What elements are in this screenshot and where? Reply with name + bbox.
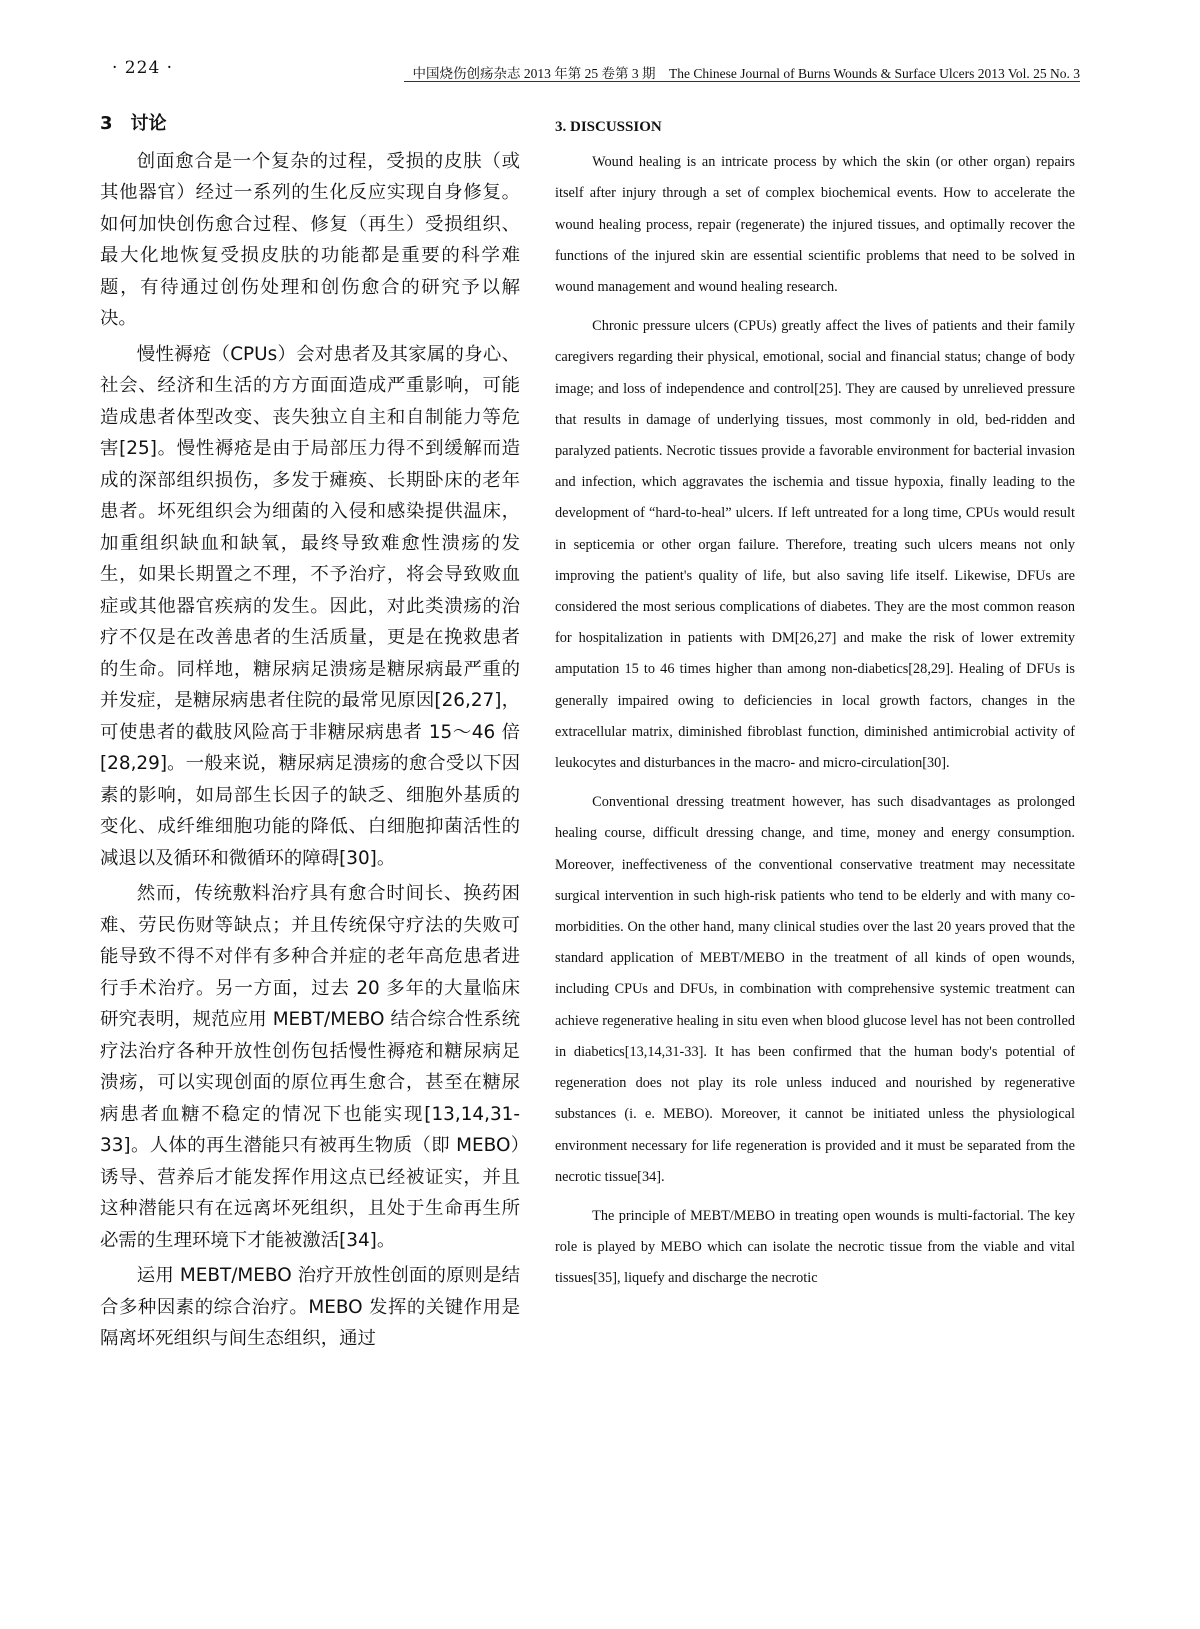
section-heading-zh: 3 讨论 xyxy=(100,113,167,134)
paragraph-en-2: Chronic pressure ulcers (CPUs) greatly affect the lives of patients and their family caregivers regarding their physical, emotional, social and financial status; change of body image; and loss of independence and control[25]. They are caused by unrelieved pressure that results in damage of underlying tissues, most commonly in old, bed-ridden and paralyzed patients. Necrotic tissues provide a favorable environment for bacterial invasion and infection, which aggravates the ischemia and tissue hypoxia, finally leading to the development of “hard-to-heal” ulcers. If left untreated for a long time, CPUs would result in septicemia or other organ failure. Therefore, treating such ulcers means not only improving the patient's quality of life, but also saving life itself. Likewise, DFUs are considered the most serious complications of diabetes. They are the most common reason for hospitalization in patients with DM[26,27] and make the risk of lower extremity amputation 15 to 46 times higher than among non-diabetics[28,29]. Healing of DFUs is generally impaired owing to deficiencies in local growth factors, changes in the extracellular matrix, diminished fibroblast function, diminished antimicrobial activity of leukocytes and disturbances in the macro- and micro-circulation[30]. xyxy=(555,318,1075,772)
section-heading-en: 3. DISCUSSION xyxy=(555,119,662,135)
paragraph-zh-3: 然而，传统敷料治疗具有愈合时间长、换药困难、劳民伤财等缺点；并且传统保守疗法的失败可能导致不得不对伴有多种合并症的老年高危患者进行手术治疗。另一方面，过去 20 多年的大量临床研究表明，规范应用 MEBT/MEBO 结合综合性系统疗法治疗各种开放性创伤包括慢性褥疮和糖尿病足溃疡，可以实现创面的原位再生愈合，甚至在糖尿病患者血糖不稳定的情况下也能实现[13,14,31-33]。人体的再生潜能只有被再生物质（即 MEBO）诱导、营养后才能发挥作用这点已经被证实，并且这种潜能只有在远离坏死组织，且处于生命再生所必需的生理环境下才能被激活[34]。 xyxy=(100,883,520,1251)
paragraph-zh-2: 慢性褥疮（CPUs）会对患者及其家属的身心、社会、经济和生活的方方面面造成严重影响，可能造成患者体型改变、丧失独立自主和自制能力等危害[25]。慢性褥疮是由于局部压力得不到缓解而造成的深部组织损伤，多发于瘫痪、长期卧床的老年患者。坏死组织会为细菌的入侵和感染提供温床，加重组织缺血和缺氧，最终导致难愈性溃疡的发生，如果长期置之不理，不予治疗，将会导致败血症或其他器官疾病的发生。因此，对此类溃疡的治疗不仅是在改善患者的生活质量，更是在挽救患者的生命。同样地，糖尿病足溃疡是糖尿病最严重的并发症，是糖尿病患者住院的最常见原因[26,27]，可使患者的截肢风险高于非糖尿病患者 15～46 倍[28,29]。一般来说，糖尿病足溃疡的愈合受以下因素的影响，如局部生长因子的缺乏、细胞外基质的变化、成纤维细胞功能的降低、白细胞抑菌活性的减退以及循环和微循环的障碍[30]。 xyxy=(100,343,520,869)
paragraph-en-1: Wound healing is an intricate process by which the skin (or other organ) repairs itself after injury through a set of complex biochemical events. How to accelerate the wound healing process, repair (regenerate) the injured tissues, and optimally recover the functions of the injured skin are essential scientific problems that need to be solved in wound management and wound healing research. xyxy=(555,154,1075,296)
paragraph-en-3: Conventional dressing treatment however, has such disadvantages as prolonged healing course, difficult dressing change, and time, money and energy consumption. Moreover, ineffectiveness of the conventional conservative treatment may necessitate surgical intervention in such high-risk patients who tend to be elderly and with many co-morbidities. On the other hand, many clinical studies over the last 20 years proved that the standard application of MEBT/MEBO in the treatment of all kinds of open wounds, including CPUs and DFUs, in combination with comprehensive systemic treatment can achieve regenerative healing in situ even when blood glucose level has not been controlled in diabetics[13,14,31-33]. It has been confirmed that the human body's potential of regeneration does not play its role unless induced and nourished by regenerative substances (i. e. MEBO). Moreover, it cannot be initiated unless the physiological environment necessary for life regeneration is provided and it must be separated from the necrotic tissue[34]. xyxy=(555,794,1075,1185)
page-number: · 224 · xyxy=(112,58,174,78)
page-header xyxy=(112,58,1080,88)
chinese-column xyxy=(100,108,520,1359)
running-head: 中国烧伤创疡杂志 2013 年第 25 卷第 3 期 The Chinese Journal of Burns Wounds & Surface Ulcers 2013 Vol. 25 No. 3 xyxy=(412,66,1080,81)
paragraph-zh-4: 运用 MEBT/MEBO 治疗开放性创面的原则是结合多种因素的综合治疗。MEBO 发挥的关键作用是隔离坏死组织与间生态组织，通过 xyxy=(100,1265,520,1349)
paragraph-en-4: The principle of MEBT/MEBO in treating open wounds is multi-factorial. The key role is played by MEBO which can isolate the necrotic tissue from the viable and vital tissues[35], liquefy and discharge the necrotic xyxy=(555,1207,1075,1287)
paragraph-zh-1: 创面愈合是一个复杂的过程，受损的皮肤（或其他器官）经过一系列的生化反应实现自身修复。如何加快创伤愈合过程、修复（再生）受损组织、最大化地恢复受损皮肤的功能都是重要的科学难题，有待通过创伤处理和创伤愈合的研究予以解决。 xyxy=(100,150,520,329)
header-rule xyxy=(404,81,1080,82)
english-column xyxy=(555,112,1075,1303)
